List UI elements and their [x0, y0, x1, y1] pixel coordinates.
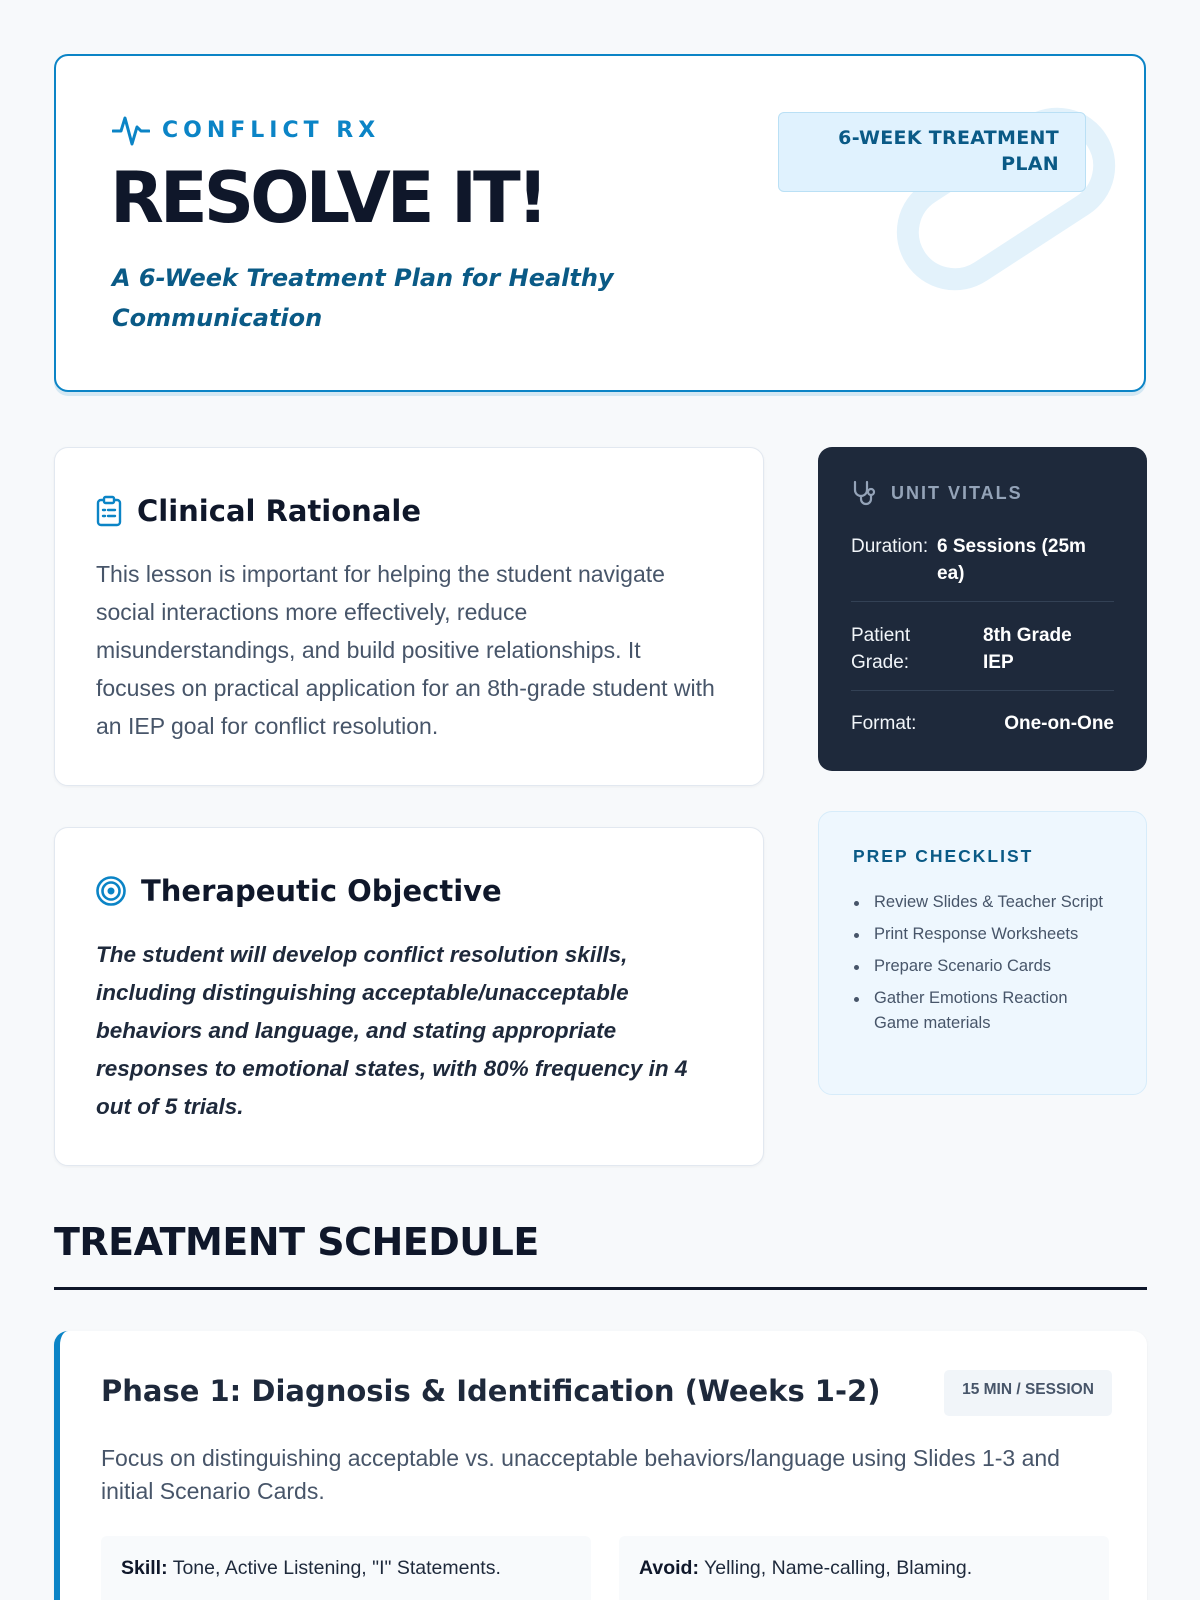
hero-card [54, 54, 1146, 392]
clinical-rationale-card [54, 447, 764, 786]
card-header [95, 494, 421, 528]
vitals-value: 8th Grade IEP [983, 625, 1072, 673]
phase-title: Phase 1: Diagnosis & Identification (Weeks 1-2) [101, 1374, 881, 1408]
vitals-header [851, 479, 1023, 507]
rationale-text: This lesson is important for helping the student navigate social interactions more effectively, reduce misunderstandings, and build positive relationships. It focuses on practical application for an 8th-grade student with an IEP goal for conflict resolution. [96, 561, 715, 739]
skill-value: Tone, Active Listening, "I" Statements. [172, 1557, 501, 1579]
vitals-title: UNIT VITALS [891, 482, 1023, 503]
card-title: Clinical Rationale [137, 494, 421, 528]
unit-vitals-panel [818, 447, 1147, 771]
card-header [95, 874, 502, 908]
divider [851, 601, 1114, 602]
divider [54, 1287, 1147, 1290]
vitals-label: Patient Grade: [851, 625, 911, 673]
brand [112, 113, 380, 147]
stethoscope-icon [851, 479, 879, 507]
checklist-list [853, 890, 1103, 1043]
vitals-value: 6 Sessions (25m ea) [937, 536, 1086, 584]
checklist-title: PREP CHECKLIST [853, 846, 1034, 866]
card-title: Therapeutic Objective [141, 874, 502, 908]
objective-text: The student will develop conflict resolution skills, including distinguishing acceptable/unacceptable behaviors and language, and stating appropriate responses to emotional states, with 80% frequency in 4 out of 5 trials. [96, 942, 688, 1119]
plan-badge: 6-WEEK TREATMENT PLAN [778, 112, 1086, 192]
checklist-item: Prepare Scenario Cards [853, 954, 1103, 979]
checklist-item: Review Slides & Teacher Script [853, 890, 1103, 915]
avoid-label: Avoid: [639, 1557, 699, 1579]
page-subtitle: A 6-Week Treatment Plan for Healthy Communication [112, 264, 614, 332]
session-time-badge: 15 MIN / SESSION [944, 1370, 1112, 1416]
phase-card [54, 1331, 1147, 1600]
vitals-row-grade [851, 622, 1114, 676]
brand-name: CONFLICT RX [162, 117, 381, 143]
vitals-label: Duration: [851, 536, 929, 557]
skill-label: Skill: [121, 1557, 168, 1579]
therapeutic-objective-card [54, 827, 764, 1166]
pulse-icon [112, 113, 150, 147]
vitals-row-duration [851, 533, 1114, 587]
vitals-value: One-on-One [1004, 713, 1114, 734]
phase-description: Focus on distinguishing acceptable vs. unacceptable behaviors/language using Slides 1-3 and initial Scenario Cards. [101, 1445, 1060, 1504]
avoid-value: Yelling, Name-calling, Blaming. [704, 1557, 973, 1579]
page-title: RESOLVE IT! [110, 157, 545, 239]
target-icon [95, 875, 127, 907]
avoid-box [619, 1536, 1109, 1600]
checklist-item: Gather Emotions Reaction Game materials [853, 986, 1103, 1036]
divider [851, 690, 1114, 691]
checklist-item: Print Response Worksheets [853, 922, 1103, 947]
schedule-heading: TREATMENT SCHEDULE [54, 1220, 539, 1264]
vitals-row-format [851, 710, 1114, 738]
clipboard-icon [95, 495, 123, 527]
vitals-label: Format: [851, 713, 917, 734]
prep-checklist-panel [818, 811, 1147, 1095]
skill-box [101, 1536, 591, 1600]
